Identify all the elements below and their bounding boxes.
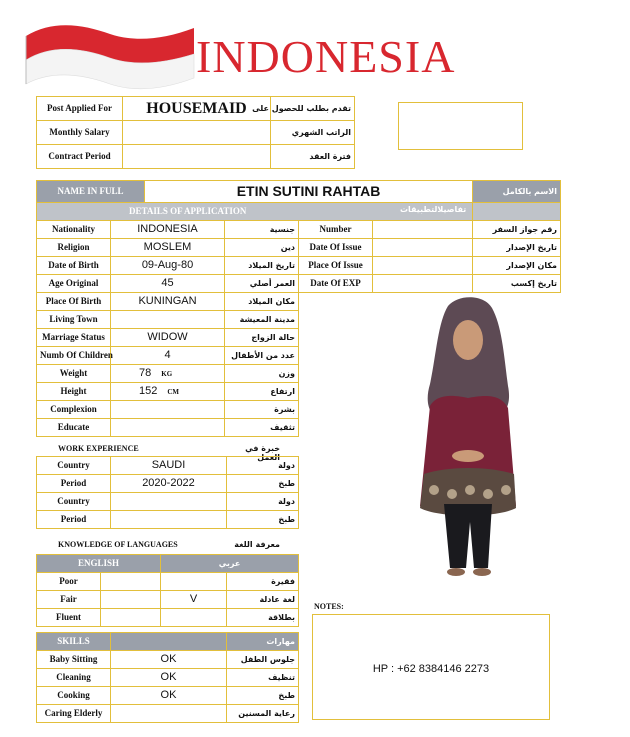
passport-row [299,239,561,257]
passport-row [299,221,561,239]
post-label: Post Applied For [37,97,123,121]
personal-value-text: KUNINGAN [138,295,197,307]
details-label-ar-center: تفاصيلالتطبيقات [400,205,467,214]
passport-row [299,275,561,293]
skill-label: Cooking [37,687,111,705]
personal-row [37,419,299,437]
personal-label-ar: تاريخ الميلاد [225,257,299,275]
personal-value [111,293,225,311]
contract-label-ar: فترة العقد [271,145,355,169]
passport-table [298,220,561,293]
personal-value [111,383,225,401]
name-label: NAME IN FULL [37,181,145,203]
personal-row [37,275,299,293]
skill-label-ar: رعاية المسنين [227,705,299,723]
skills-header-spacer [111,633,227,651]
work-value: 2020-2022 [111,475,227,493]
personal-label: Numb Of Children [37,347,111,365]
languages-label-ar: معرفة اللغة [234,540,280,549]
notes-text: HP : +62 8384146 2273 [372,663,490,675]
languages-table [36,554,299,627]
name-value: ETIN SUTINI RAHTAB [145,181,473,203]
skill-label-ar: جلوس الطفل [227,651,299,669]
skill-value [111,705,227,723]
work-row [37,493,299,511]
passport-value [373,221,473,239]
personal-row [37,347,299,365]
passport-label-ar: تاريخ إكسب [473,275,561,293]
passport-label: Date Of EXP [299,275,373,293]
skill-label: Caring Elderly [37,705,111,723]
skill-row [37,705,299,723]
personal-value [111,347,225,365]
work-experience-label: WORK EXPERIENCE [58,444,139,453]
personal-row [37,365,299,383]
personal-row [37,257,299,275]
language-row [37,609,299,627]
personal-value [111,257,225,275]
personal-value-text: 45 [161,277,174,289]
language-level-label: Fair [37,591,101,609]
salary-label: Monthly Salary [37,121,123,145]
arabic-level-value: V [161,591,227,609]
language-row [37,573,299,591]
passport-label: Number [299,221,373,239]
personal-value-text: MOSLEM [143,241,192,253]
work-label: Country [37,457,111,475]
personal-label-ar: ارتفاع [225,383,299,401]
language-level-label-ar: لغة عادلة [227,591,299,609]
languages-label: KNOWLEDGE OF LANGUAGES [58,540,178,549]
english-header: ENGLISH [37,555,161,573]
personal-label-ar: بشرة [225,401,299,419]
personal-label-ar: مدينة المعيشة [225,311,299,329]
personal-value [111,275,225,293]
passport-photo-box [398,102,523,150]
personal-row [37,293,299,311]
work-value: SAUDI [111,457,227,475]
work-label-ar: دولة [227,457,299,475]
personal-label-ar: العمر أصلي [225,275,299,293]
personal-label-ar: حالة الزواج [225,329,299,347]
personal-value [111,311,225,329]
skill-label: Cleaning [37,669,111,687]
personal-label-ar: وزن [225,365,299,383]
passport-value [373,239,473,257]
skill-row [37,669,299,687]
work-label: Period [37,511,111,529]
english-level-value [101,573,161,591]
passport-label-ar: مكان الإصدار [473,257,561,275]
salary-label-ar: الراتب الشهري [271,121,355,145]
personal-label-ar: مكان الميلاد [225,293,299,311]
work-row [37,457,299,475]
skills-table [36,632,299,723]
contract-value [123,145,271,169]
personal-label: Place Of Birth [37,293,111,311]
passport-label-ar: تاريخ الإصدار [473,239,561,257]
personal-row [37,221,299,239]
arabic-level-value [161,573,227,591]
work-value [111,511,227,529]
personal-unit: KG [161,369,173,378]
work-label-ar: طبخ [227,511,299,529]
skill-row [37,651,299,669]
personal-row [37,311,299,329]
notes-box [312,614,550,720]
personal-value-text: INDONESIA [137,223,198,235]
language-level-label-ar: فقيرة [227,573,299,591]
personal-label: Living Town [37,311,111,329]
english-level-value [101,609,161,627]
personal-label: Religion [37,239,111,257]
personal-label: Nationality [37,221,111,239]
english-level-value [101,591,161,609]
passport-value [373,257,473,275]
passport-label: Date Of Issue [299,239,373,257]
personal-value [111,401,225,419]
notes-label: NOTES: [314,602,344,611]
personal-value-text: WIDOW [147,331,188,343]
personal-row [37,383,299,401]
personal-label: Marriage Status [37,329,111,347]
contract-label: Contract Period [37,145,123,169]
personal-table [36,220,299,437]
personal-value-text: 4 [164,349,171,361]
work-value [111,493,227,511]
skill-row [37,687,299,705]
post-value: HOUSEMAID [123,97,271,121]
skill-label-ar: تنظيف [227,669,299,687]
salary-value [123,121,271,145]
skills-header-ar: مهارات [227,633,299,651]
personal-value-text: 152 [139,384,158,397]
skill-label: Baby Sitting [37,651,111,669]
passport-row [299,257,561,275]
personal-value [111,419,225,437]
passport-label-ar: رقم جواز السفر [473,221,561,239]
personal-label: Educate [37,419,111,437]
skill-label-ar: طبخ [227,687,299,705]
skill-value: OK [111,687,227,705]
work-label: Country [37,493,111,511]
personal-label: Weight [37,365,111,383]
personal-value [111,329,225,347]
passport-value [373,275,473,293]
position-table [36,96,355,169]
personal-label: Date of Birth [37,257,111,275]
arabic-level-value [161,609,227,627]
personal-unit: CM [167,387,180,396]
personal-value-text: 78 [139,366,152,379]
language-level-label: Fluent [37,609,101,627]
page-title: INDONESIA [196,31,456,82]
skill-value: OK [111,669,227,687]
work-row [37,475,299,493]
personal-row [37,239,299,257]
personal-row [37,329,299,347]
work-table [36,456,299,529]
language-row [37,591,299,609]
details-label: DETAILS OF APPLICATION [37,203,473,221]
language-level-label: Poor [37,573,101,591]
work-row [37,511,299,529]
personal-label: Complexion [37,401,111,419]
work-label-ar: طبخ [227,475,299,493]
work-label-ar: دولة [227,493,299,511]
personal-label-ar: جنسية [225,221,299,239]
personal-label: Height [37,383,111,401]
indonesia-flag-icon [22,18,197,98]
passport-label: Place Of Issue [299,257,373,275]
details-label-ar [473,203,561,221]
personal-value [111,365,225,383]
skills-header: SKILLS [37,633,111,651]
personal-value-text: 09-Aug-80 [141,259,194,271]
applicant-photo [408,296,526,596]
language-level-label-ar: بطلاقة [227,609,299,627]
name-label-ar: الاسم بالكامل [473,181,561,203]
personal-label: Age Original [37,275,111,293]
personal-label-ar: دين [225,239,299,257]
arabic-header: عربي [161,555,299,573]
personal-value [111,239,225,257]
skill-value: OK [111,651,227,669]
personal-label-ar: تثقيف [225,419,299,437]
personal-row [37,401,299,419]
work-experience-label-ar: خبرة في العمل [245,444,280,462]
name-table [36,180,561,221]
work-label: Period [37,475,111,493]
personal-value [111,221,225,239]
post-label-ar: تقدم بطلب للحصول على [271,97,355,121]
personal-label-ar: عدد من الأطفال [225,347,299,365]
